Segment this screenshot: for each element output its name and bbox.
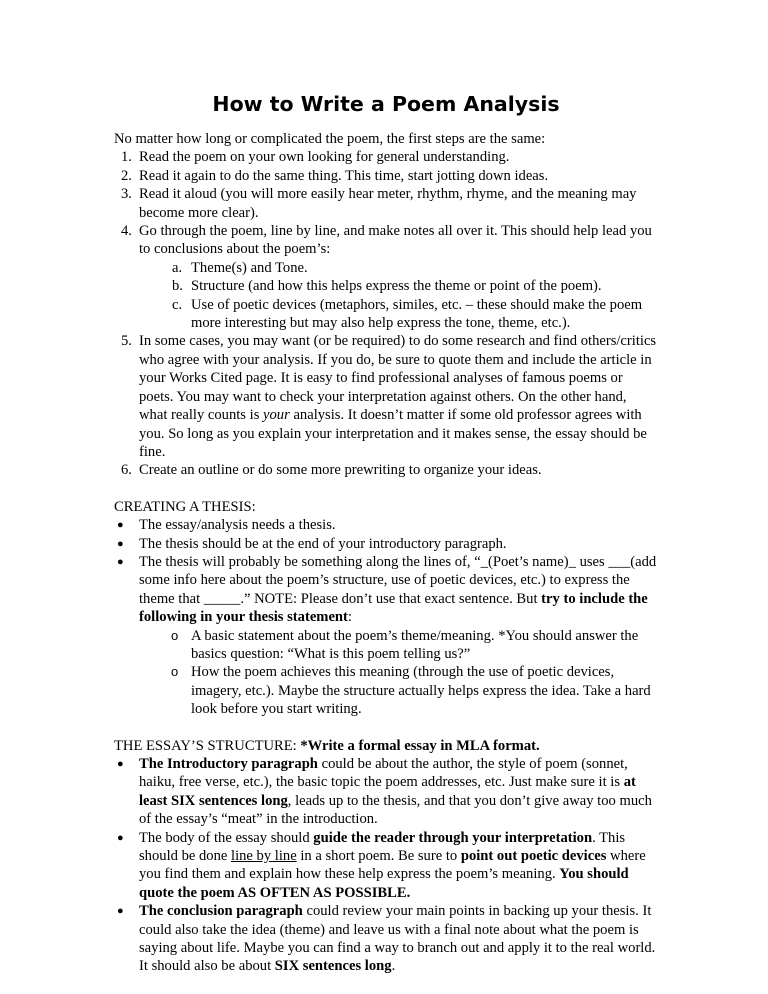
bullet-icon: ● [117,519,124,532]
list-item: o How the poem achieves this meaning (through the use of poetic devices, imagery, etc.). Maybe the structure actually helps express the idea. Take a hard look before you start writing. [171,664,651,718]
list-item: 2. Read it again to do the same thing. This time, start jotting down ideas. [121,167,549,184]
list-item: 5. In some cases, you may want (or be required) to do some research and find others/critics who agree with your analysis. If you do, be sure to quote them and include the article in your Works Cited page. It is easy to find professional analyses of famous poems or poets. You may want to check your interpretation against others. On the other hand, what really counts is your analysis. It doesn’t matter if some old professor agrees with you. So long as you explain your interpretation and it makes sense, the essay should be fine. [121,333,657,460]
list-item: 6. Create an outline or do some more prewriting to organize your ideas. [121,462,542,479]
list-item: ● The essay/analysis needs a thesis. [117,517,336,534]
list-item: a. Theme(s) and Tone. [172,259,308,276]
steps-list [114,148,658,479]
list-item: ● The conclusion paragraph could review your main points in backing up your thesis. It could also take the idea (theme) and leave us with a final note about what the poem is saying about life. Maybe you can find a way to branch out and apply it to the real world. It should also be about SIX sentences long. [117,903,656,975]
list-item: ● The Introductory paragraph could be about the author, the style of poem (sonnet, haiku, free verse, etc.), the basic topic the poem addresses, etc. Just make sure it is at least SIX sentences long, leads up to the thesis, and that you don’t give away too much of the essay’s “meat” in the introduction. [117,756,652,828]
document-page [114,92,658,976]
section-heading: CREATING A THESIS: [114,498,256,515]
bullet-icon: ● [117,831,124,844]
list-item: ● The thesis should be at the end of your introductory paragraph. [117,535,507,552]
list-item: 3. Read it aloud (you will more easily hear meter, rhythm, rhyme, and the meaning may become more clear). [121,186,637,221]
list-item: ● The thesis will probably be something along the lines of, “_(Poet’s name)_ uses ___(add some info here about the poem’s structure, use of poetic devices, etc.) to express the theme that _____.” NOTE: Please don’t use that exact sentence. But try to include the following in your thesis statement: o A basic statement about the poem’s theme/meaning. *You should answer the basics question: “What is this poem telling us?” o How the poem achieves this meaning (through the use of poetic devices, imagery, etc.). Maybe the structure actually helps express the idea. Take a hard look before you start writing. [114,553,658,719]
bullet-icon: o [171,627,179,643]
section-heading: THE ESSAY’S STRUCTURE: *Write a formal essay in MLA format. [114,737,540,754]
bullet-icon: ● [117,555,124,568]
intro-text: No matter how long or complicated the poem, the first steps are the same: [114,131,546,147]
list-item: 4. Go through the poem, line by line, and make notes all over it. This should help lead you to conclusions about the poem’s: a. Theme(s) and Tone. b. Structure (and how this helps express the theme or point of the poem). c. Use of poetic devices (metaphors, similes, etc. – these should make the poem more interesting but may also help express the tone, theme, etc.). [114,222,658,332]
bullet-icon: ● [117,905,124,918]
bullet-icon: ● [117,758,124,770]
structure-section [114,737,658,976]
list-item: c. Use of poetic devices (metaphors, similes, etc. – these should make the poem more interesting but may also help express the tone, theme, etc.). [172,296,643,332]
bullet-icon: o [171,664,179,680]
bullet-icon: ● [117,537,124,550]
thesis-section [114,498,658,719]
page-title: How to Write a Poem Analysis [212,92,560,116]
list-item: 1. Read the poem on your own looking for general understanding. [121,149,510,166]
list-item: b. Structure (and how this helps express the theme or point of the poem). [172,278,602,295]
substeps-list [114,259,658,333]
list-item: o A basic statement about the poem’s theme/meaning. *You should answer the basics question: “What is this poem telling us?” [171,627,639,662]
list-item: ● The body of the essay should guide the reader through your interpretation. This should be done line by line in a short poem. Be sure to point out poetic devices where you find them and explain how these help express the poem’s meaning. You should quote the poem AS OFTEN AS POSSIBLE. [117,829,646,901]
